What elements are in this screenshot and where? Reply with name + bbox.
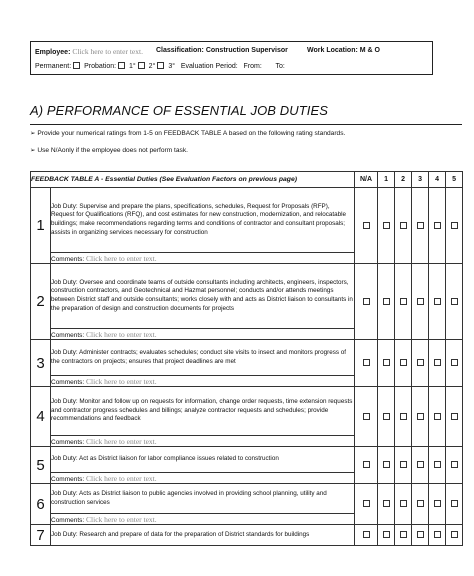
col-4: 4 [429, 172, 446, 188]
rating-cell-5 [446, 525, 463, 546]
rating-cell-3 [412, 188, 429, 264]
comment-input[interactable]: Click here to enter text. [86, 376, 157, 386]
rating-cell-5 [446, 387, 463, 447]
rating-na-checkbox[interactable] [363, 222, 370, 229]
rating-5-checkbox[interactable] [451, 531, 458, 538]
from-label: From: [243, 62, 262, 70]
rating-2-checkbox[interactable] [400, 222, 407, 229]
rating-3-checkbox[interactable] [417, 222, 424, 229]
duty-description: Job Duty: Acts as District liaison to public agencies involved in providing school planning, utility and construction services [51, 484, 355, 514]
rating-5-checkbox[interactable] [451, 298, 458, 305]
rating-1-checkbox[interactable] [383, 461, 390, 468]
rating-cell-3 [412, 484, 429, 525]
rating-cell-na [355, 340, 378, 387]
duty-description: Job Duty: Act as District liaison for labor compliance issues related to construction [51, 447, 355, 473]
comment-label: Comments: [51, 255, 85, 263]
duty-description: Job Duty: Monitor and follow up on requests for information, change order requests, time extension requests and contractor progress schedules and billings; analyze contractor requests and schedules; provide recommendations and feedback [51, 387, 355, 436]
rating-cell-2 [395, 447, 412, 484]
duty-row [31, 264, 463, 329]
rating-4-checkbox[interactable] [434, 413, 441, 420]
rating-cell-2 [395, 340, 412, 387]
rating-cell-1 [378, 484, 395, 525]
rating-cell-5 [446, 484, 463, 525]
feedback-table [30, 171, 463, 546]
title-rule [30, 124, 462, 125]
rating-1-checkbox[interactable] [383, 359, 390, 366]
instruction-1: ➢ Provide your numerical ratings from 1-5 on FEEDBACK TABLE A based on the following rating standards. [30, 130, 346, 137]
rating-cell-5 [446, 264, 463, 340]
rating-5-checkbox[interactable] [451, 461, 458, 468]
work-location-label: Work Location: [307, 47, 358, 54]
rating-cell-na [355, 484, 378, 525]
work-location [307, 47, 380, 54]
comment-input[interactable]: Click here to enter text. [86, 436, 157, 446]
classification-label: Classification: [156, 47, 204, 54]
classification [156, 47, 288, 54]
rating-3-checkbox[interactable] [417, 531, 424, 538]
rating-1-checkbox[interactable] [383, 531, 390, 538]
comment-cell [51, 514, 355, 525]
duty-description: Job Duty: Supervise and prepare the plans, specifications, schedules, Request for Proposals (RFP), Request for Qualifications (RFQ), and cost estimates for new construction, modernization, and relocatable buildings; make recommendations regarding terms and conditions of contractor and consultant proposals; assists in organizing services necessary for construction [51, 188, 355, 253]
rating-na-checkbox[interactable] [363, 413, 370, 420]
rating-cell-4 [429, 447, 446, 484]
rating-cell-3 [412, 525, 429, 546]
rating-cell-2 [395, 188, 412, 264]
rating-cell-4 [429, 525, 446, 546]
rating-3-checkbox[interactable] [417, 413, 424, 420]
evaluation-period-label: Evaluation Period: [180, 62, 238, 70]
rating-cell-1 [378, 188, 395, 264]
duty-description: Job Duty: Administer contracts; evaluates schedules; conduct site visits to insect and monitors progress of the contractors on projects; ensures that project deadlines are met [51, 340, 355, 376]
rating-cell-5 [446, 340, 463, 387]
probation-1-checkbox[interactable] [138, 62, 145, 69]
col-5: 5 [446, 172, 463, 188]
rating-cell-3 [412, 340, 429, 387]
rating-cell-4 [429, 340, 446, 387]
rating-na-checkbox[interactable] [363, 359, 370, 366]
rating-cell-na [355, 387, 378, 447]
rating-5-checkbox[interactable] [451, 359, 458, 366]
status-line [35, 62, 285, 70]
rating-3-checkbox[interactable] [417, 298, 424, 305]
rating-cell-na [355, 188, 378, 264]
rating-1-checkbox[interactable] [383, 298, 390, 305]
rating-na-checkbox[interactable] [363, 500, 370, 507]
probation-checkbox[interactable] [118, 62, 125, 69]
col-3: 3 [412, 172, 429, 188]
rating-5-checkbox[interactable] [451, 500, 458, 507]
rating-cell-1 [378, 340, 395, 387]
comment-label: Comments: [51, 378, 85, 386]
employee-line [35, 47, 381, 56]
probation-1-label: 1° [129, 62, 136, 70]
employee-input[interactable]: Click here to enter text. [72, 47, 143, 56]
classification-value: Construction Supervisor [205, 47, 288, 54]
rating-cell-1 [378, 387, 395, 447]
rating-4-checkbox[interactable] [434, 531, 441, 538]
comment-cell [51, 376, 355, 387]
probation-2-checkbox[interactable] [157, 62, 164, 69]
comment-label: Comments: [51, 516, 85, 524]
comment-input[interactable]: Click here to enter text. [86, 473, 157, 483]
col-1: 1 [378, 172, 395, 188]
comment-input[interactable]: Click here to enter text. [86, 253, 157, 263]
permanent-label: Permanent: [35, 62, 72, 70]
work-location-value: M & O [359, 47, 381, 54]
rating-cell-na [355, 525, 378, 546]
rating-cell-1 [378, 264, 395, 340]
rating-cell-4 [429, 387, 446, 447]
duty-number: 6 [31, 484, 51, 525]
duty-row [31, 484, 463, 514]
rating-2-checkbox[interactable] [400, 413, 407, 420]
rating-cell-2 [395, 264, 412, 340]
employee-label: Employee: [35, 49, 71, 56]
comment-label: Comments: [51, 438, 85, 446]
rating-cell-4 [429, 484, 446, 525]
duty-row [31, 188, 463, 253]
duty-number: 5 [31, 447, 51, 484]
rating-cell-5 [446, 447, 463, 484]
rating-cell-1 [378, 525, 395, 546]
duty-row [31, 525, 463, 546]
rating-cell-2 [395, 387, 412, 447]
rating-cell-4 [429, 188, 446, 264]
rating-3-checkbox[interactable] [417, 500, 424, 507]
rating-1-checkbox[interactable] [383, 500, 390, 507]
rating-cell-na [355, 447, 378, 484]
rating-4-checkbox[interactable] [434, 500, 441, 507]
comment-label: Comments: [51, 331, 85, 339]
comment-cell [51, 473, 355, 484]
permanent-checkbox[interactable] [73, 62, 80, 69]
comment-cell [51, 436, 355, 447]
rating-1-checkbox[interactable] [383, 413, 390, 420]
probation-3-label: 3° [168, 62, 176, 70]
to-label: To: [275, 62, 285, 70]
rating-2-checkbox[interactable] [400, 359, 407, 366]
rating-cell-3 [412, 264, 429, 340]
duty-number: 1 [31, 188, 51, 264]
rating-4-checkbox[interactable] [434, 461, 441, 468]
employee-info-box [30, 41, 433, 75]
rating-3-checkbox[interactable] [417, 461, 424, 468]
rating-2-checkbox[interactable] [400, 298, 407, 305]
duty-number: 7 [31, 525, 51, 546]
duty-row [31, 447, 463, 473]
rating-5-checkbox[interactable] [451, 413, 458, 420]
duty-number: 3 [31, 340, 51, 387]
section-title: A) PERFORMANCE OF ESSENTIAL JOB DUTIES [30, 103, 329, 118]
duty-description: Job Duty: Research and prepare of data for the preparation of District standards for buildings [51, 525, 355, 546]
rating-4-checkbox[interactable] [434, 222, 441, 229]
comment-input[interactable]: Click here to enter text. [86, 514, 157, 524]
rating-cell-1 [378, 447, 395, 484]
rating-cell-3 [412, 447, 429, 484]
rating-cell-4 [429, 264, 446, 340]
rating-2-checkbox[interactable] [400, 531, 407, 538]
rating-3-checkbox[interactable] [417, 359, 424, 366]
rating-na-checkbox[interactable] [363, 531, 370, 538]
rating-cell-2 [395, 484, 412, 525]
rating-1-checkbox[interactable] [383, 222, 390, 229]
duty-row [31, 340, 463, 376]
probation-2-label: 2° [148, 62, 156, 70]
duty-row [31, 387, 463, 436]
rating-cell-3 [412, 387, 429, 447]
rating-2-checkbox[interactable] [400, 461, 407, 468]
comment-cell [51, 253, 355, 264]
col-na: N/A [355, 172, 378, 188]
col-2: 2 [395, 172, 412, 188]
comment-label: Comments: [51, 475, 85, 483]
duty-number: 4 [31, 387, 51, 447]
comment-input[interactable]: Click here to enter text. [86, 329, 157, 339]
rating-2-checkbox[interactable] [400, 500, 407, 507]
rating-na-checkbox[interactable] [363, 298, 370, 305]
table-heading: FEEDBACK TABLE A - Essential Duties (See Evaluation Factors on previous page) [31, 172, 355, 188]
duty-description: Job Duty: Oversee and coordinate teams of outside consultants including architects, engineers, inspectors, construction contractors, and Geotechnical and Hazmat personnel; conducts and/or attends meetings between District staff and outside consultants; works closely with and acts as District liaison to consultants in the preparation of design and construction documents for projects [51, 264, 355, 329]
rating-4-checkbox[interactable] [434, 298, 441, 305]
rating-cell-2 [395, 525, 412, 546]
rating-na-checkbox[interactable] [363, 461, 370, 468]
rating-cell-5 [446, 188, 463, 264]
duty-number: 2 [31, 264, 51, 340]
comment-cell [51, 329, 355, 340]
probation-label: Probation: [84, 62, 117, 70]
rating-cell-na [355, 264, 378, 340]
rating-4-checkbox[interactable] [434, 359, 441, 366]
table-header-row [31, 172, 463, 188]
rating-5-checkbox[interactable] [451, 222, 458, 229]
instruction-2: ➢ Use N/Aonly if the employee does not perform task. [30, 147, 188, 154]
